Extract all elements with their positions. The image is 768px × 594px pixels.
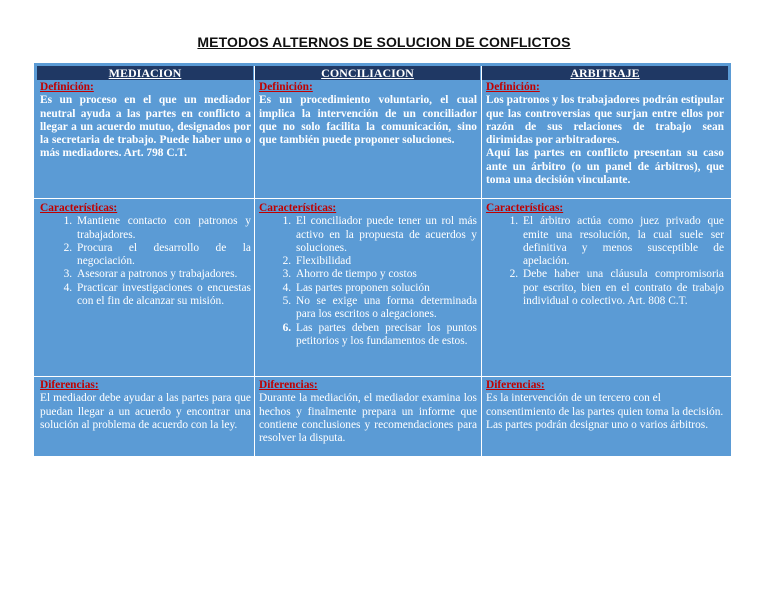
list-item: 6. Las partes deben precisar los puntos petitorios y los fundamentos de estos. — [294, 322, 477, 349]
caracteristicas-list — [40, 215, 251, 308]
list-item: 5. No se exige una forma determinada para los escritos o alegaciones. — [294, 295, 477, 322]
document-title: METODOS ALTERNOS DE SOLUCION DE CONFLICTOS — [197, 34, 571, 50]
cell-caracteristicas-arbitraje — [486, 202, 724, 308]
definicion-text: Los patronos y los trabajadores podrán estipular que las controversias que surjan entre ellos por razón de sus relaciones de trabajo sean dirimidas por arbitradores. — [486, 94, 724, 147]
caracteristicas-list — [486, 215, 724, 308]
header-arbitraje: ARBITRAJE — [482, 66, 728, 80]
cell-definicion-conciliacion — [259, 81, 477, 147]
comparison-table — [34, 63, 731, 456]
column-divider — [254, 66, 255, 456]
column-divider — [481, 66, 482, 456]
diferencias-text-2: Las partes podrán designar uno o varios árbitros. — [486, 418, 709, 431]
caracteristicas-label: Características: — [486, 202, 564, 214]
definicion-text-2: Aquí las partes en conflicto presentan su caso ante un árbitro (o un panel de árbitros), que toma una decisión vinculante. — [486, 147, 724, 187]
cell-diferencias-arbitraje — [486, 379, 724, 432]
definicion-label: Definición: — [40, 81, 94, 93]
caracteristicas-label: Características: — [40, 202, 118, 214]
list-item: 1. El conciliador puede tener un rol más activo en la propuesta de acuerdos y soluciones. — [294, 215, 477, 255]
cell-diferencias-conciliacion — [259, 379, 477, 445]
row-divider — [34, 376, 731, 377]
list-item: 1. El árbitro actúa como juez privado que emite una resolución, la cual suele ser definitiva y menos susceptible de apelación. — [521, 215, 724, 268]
diferencias-text: El mediador debe ayudar a las partes para que puedan llegar a un acuerdo y encontrar una solución al problema de acuerdo con la ley. — [40, 392, 251, 431]
cell-caracteristicas-mediacion — [40, 202, 251, 308]
diferencias-label: Diferencias: — [259, 379, 318, 391]
definicion-label: Definición: — [259, 81, 313, 93]
list-item: 4. Practicar investigaciones o encuestas con el fin de alcanzar su misión. — [75, 282, 251, 309]
list-item: 4. Las partes proponen solución — [294, 282, 477, 295]
cell-diferencias-mediacion — [40, 379, 251, 432]
list-item: 1. Mantiene contacto con patronos y trabajadores. — [75, 215, 251, 242]
diferencias-label: Diferencias: — [40, 379, 99, 391]
cell-definicion-arbitraje — [486, 81, 724, 187]
list-item: 3. Ahorro de tiempo y costos — [294, 268, 477, 281]
list-item: 2. Procura el desarrollo de la negociación. — [75, 242, 251, 269]
list-item: 3. Asesorar a patronos y trabajadores. — [75, 268, 251, 281]
diferencias-text: Durante la mediación, el mediador examina los hechos y finalmente prepara un informe que contiene conclusiones y recomendaciones para resolver la disputa. — [259, 392, 477, 445]
diferencias-text: Es la intervención de un tercero con el consentimiento de las partes quien toma la decisión. — [486, 392, 724, 418]
definicion-text: Es un proceso en el que un mediador neutral ayuda a las partes en conflicto a llegar a un acuerdo mutuo, designados por la secretaria de trabajo. Puede haber uno o más mediadores. Art. 798 C.T. — [40, 94, 251, 160]
diferencias-label: Diferencias: — [486, 379, 545, 391]
definicion-text: Es un procedimiento voluntario, el cual implica la intervención de un conciliador que no solo facilita la comunicación, sino que también puede proponer soluciones. — [259, 94, 477, 147]
definicion-label: Definición: — [486, 81, 540, 93]
caracteristicas-list — [259, 215, 477, 348]
list-item: 2. Flexibilidad — [294, 255, 477, 268]
caracteristicas-label: Características: — [259, 202, 337, 214]
row-divider — [34, 198, 731, 199]
header-conciliacion: CONCILIACION — [255, 66, 480, 80]
list-item: 2. Debe haber una cláusula compromisoria por escrito, bien en el contrato de trabajo individual o colectivo. Art. 808 C.T. — [521, 268, 724, 308]
header-mediacion: MEDIACION — [37, 66, 253, 80]
cell-definicion-mediacion — [40, 81, 251, 161]
cell-caracteristicas-conciliacion — [259, 202, 477, 348]
